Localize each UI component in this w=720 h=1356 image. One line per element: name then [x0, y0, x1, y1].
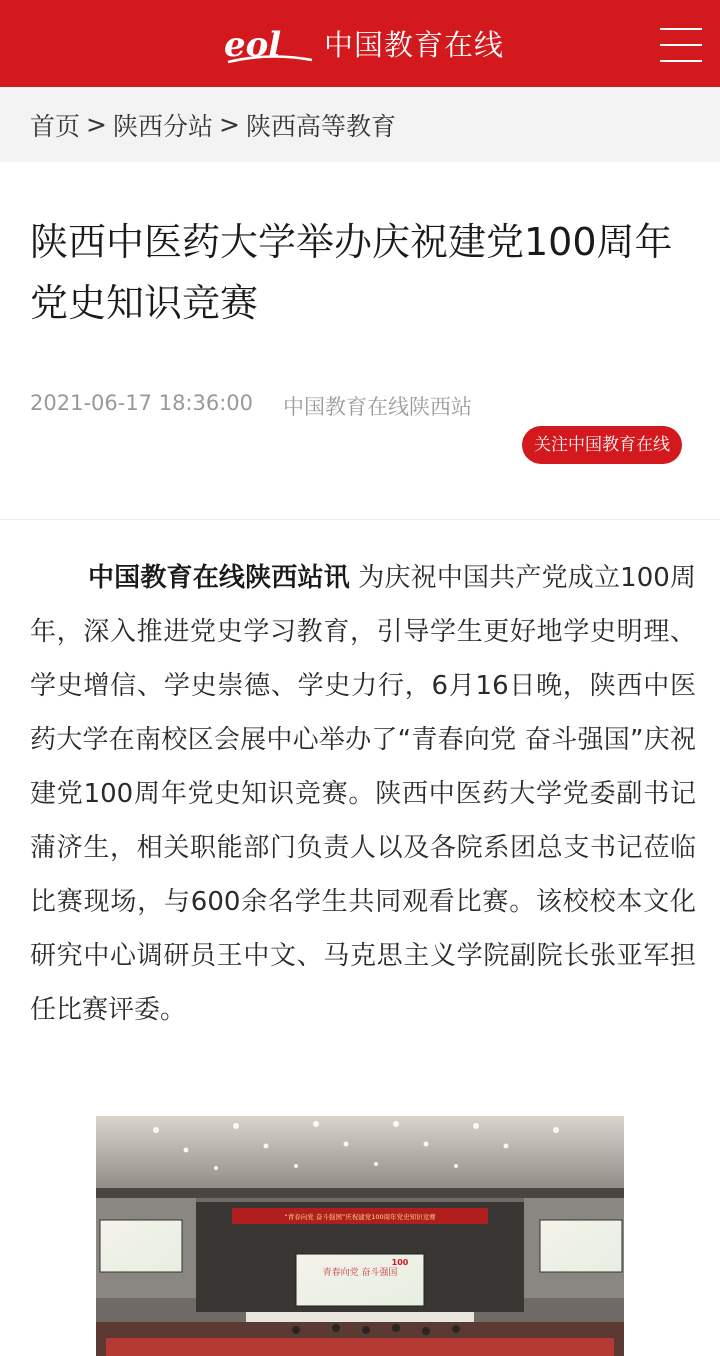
site-logo[interactable]	[222, 22, 504, 68]
article-photo	[96, 1116, 624, 1356]
breadcrumb-home[interactable]: 首页	[30, 111, 81, 141]
article-meta	[30, 391, 472, 421]
article-source: 中国教育在线陕西站	[283, 395, 473, 419]
breadcrumb-higher-education[interactable]: 陕西高等教育	[245, 111, 396, 141]
event-hall-photo	[96, 1116, 624, 1356]
svg-text:100: 100	[391, 1258, 409, 1267]
article-body-text: 为庆祝中国共产党成立100周年，深入推进党史学习教育，引导学生更好地学史明理、学史增信、学史崇德、学史力行，6月16日晚，陕西中医药大学在南校区会展中心举办了“青春向党 奋斗强国”庆祝建党100周年党史知识竞赛。陕西中医药大学党委副书记蒲济生，相关职能部门负责人以及各院系团总支书记莅临比赛现场，与600余名学生共同观看比赛。该校校本文化研究中心调研员王中文、马克思主义学院副院长张亚军担任比赛评委。	[30, 563, 696, 1025]
article-title: 陕西中医药大学举办庆祝建党100周年党史知识竞赛	[30, 220, 673, 325]
follow-button[interactable]: 关注中国教育在线	[522, 426, 682, 464]
svg-text:“青春向党 奋斗强国”庆祝建党100周年党史知识竞赛: “青春向党 奋斗强国”庆祝建党100周年党史知识竞赛	[284, 1213, 436, 1221]
svg-text:青春向党 奋斗强国: 青春向党 奋斗强国	[322, 1268, 398, 1278]
breadcrumb-separator: >	[86, 110, 107, 139]
breadcrumb-shaanxi-branch[interactable]: 陕西分站	[112, 111, 213, 141]
article-lead: 中国教育在线陕西站讯	[88, 563, 350, 593]
article-body	[30, 551, 696, 1037]
breadcrumb-separator: >	[218, 110, 240, 139]
top-header	[0, 0, 720, 87]
publish-datetime: 2021-06-17 18:36:00	[30, 391, 254, 415]
site-name: 中国教育在线	[324, 28, 505, 62]
eol-logo-icon	[222, 22, 316, 68]
svg-text:eol: eol	[224, 25, 282, 65]
divider	[0, 519, 720, 520]
breadcrumb	[0, 87, 720, 162]
hamburger-menu-icon[interactable]	[660, 28, 702, 62]
